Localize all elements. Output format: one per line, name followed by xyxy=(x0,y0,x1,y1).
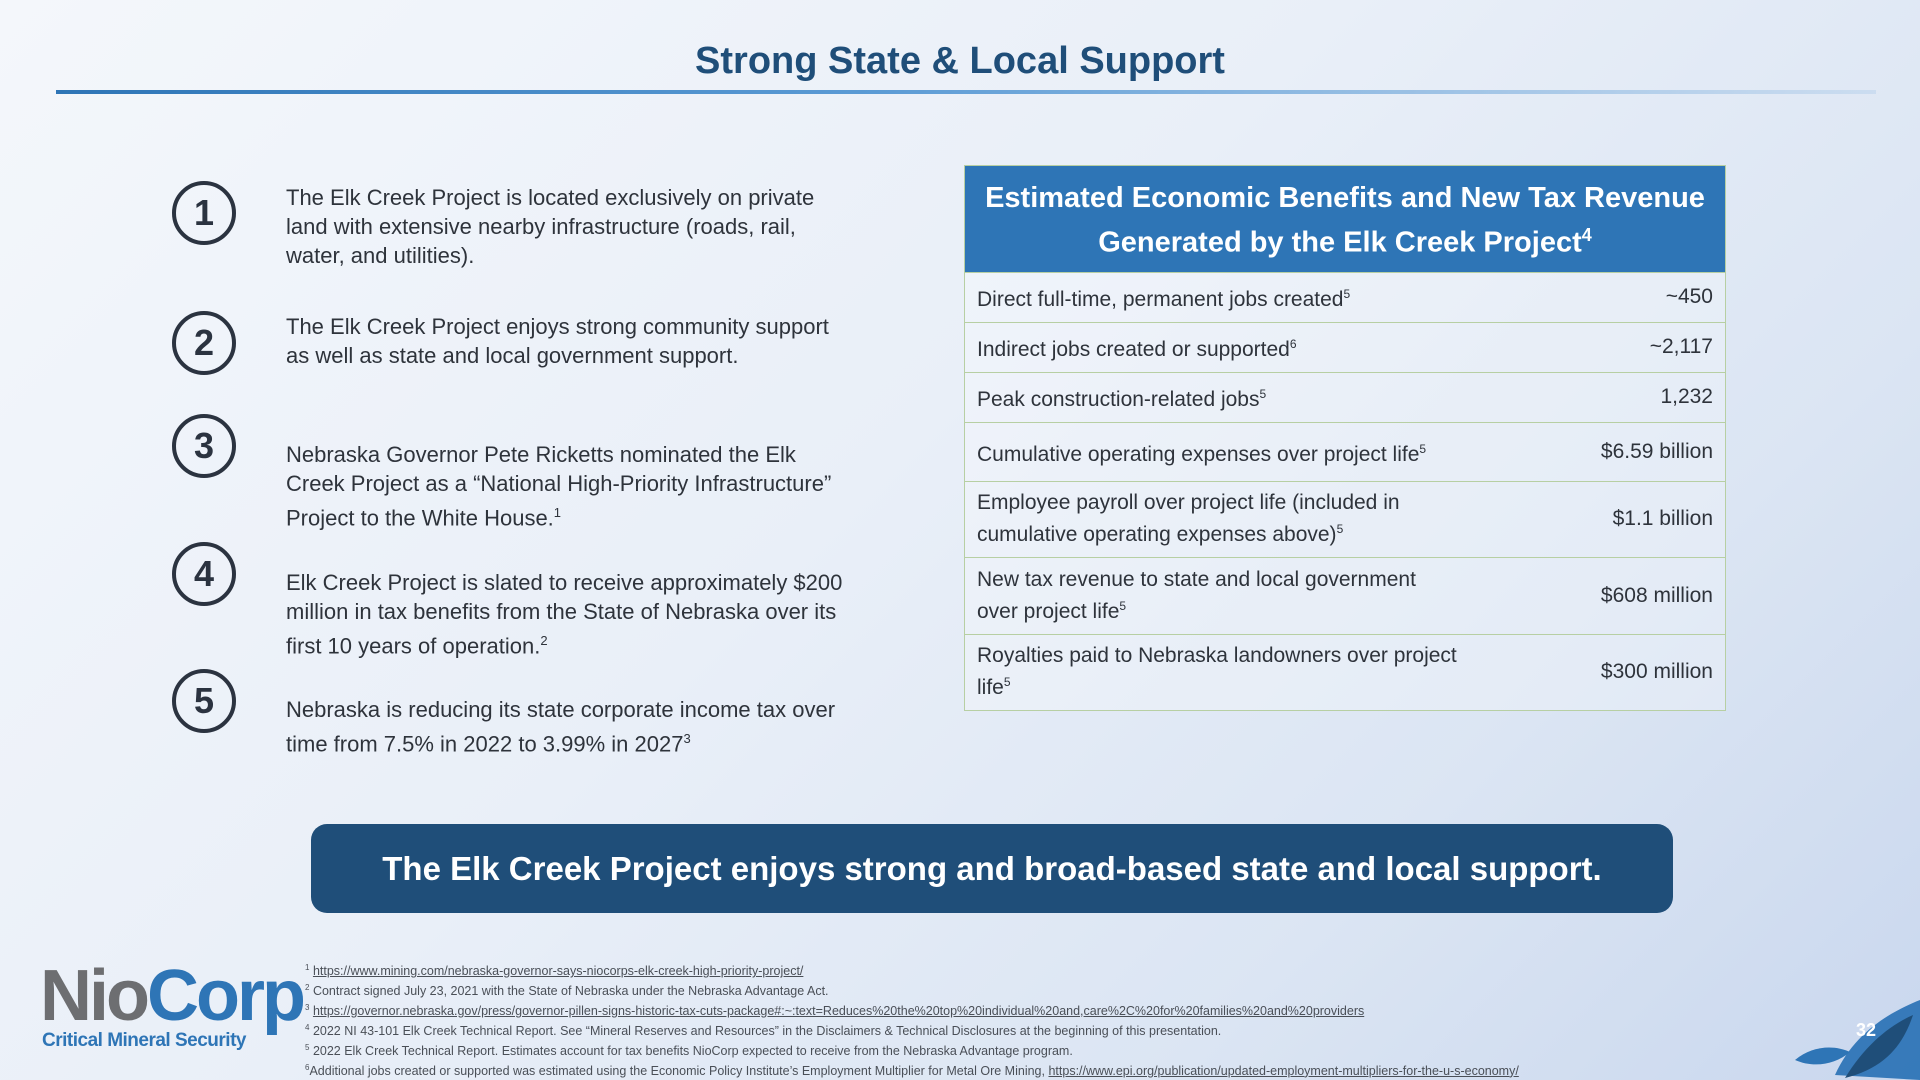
point-text-4-body: Elk Creek Project is slated to receive approximately $200 million in tax benefits from the State of Nebraska over its first 10 years of operation. xyxy=(286,570,843,659)
footnote-marker: 5 xyxy=(305,1042,310,1052)
row-value: ~2,117 xyxy=(1649,335,1713,359)
logo-wordmark xyxy=(40,955,303,1037)
table-row xyxy=(965,557,1725,634)
row-label-text: Royalties paid to Nebraska landowners over project life xyxy=(977,644,1457,700)
row-label-text: Direct full-time, permanent jobs created xyxy=(977,288,1344,312)
table-row xyxy=(965,422,1725,481)
footnote-3 xyxy=(305,1000,1705,1020)
point-number-2: 2 xyxy=(172,311,236,375)
economic-benefits-table xyxy=(964,165,1726,711)
niocorp-logo xyxy=(40,955,303,1055)
page-number: 32 xyxy=(1855,1020,1877,1040)
point-text-1-body: The Elk Creek Project is located exclusively on private land with extensive nearby infrastructure (roads, rail, water, and utilities). xyxy=(286,185,815,268)
point-text-2 xyxy=(286,312,846,370)
footnote-marker: 3 xyxy=(305,1002,310,1012)
point-text-4 xyxy=(286,568,846,660)
row-value: $300 million xyxy=(1600,660,1713,684)
row-label-text: New tax revenue to state and local government over project life xyxy=(977,567,1416,623)
table-row xyxy=(965,634,1725,710)
footnote-text: 2022 NI 43-101 Elk Creek Technical Report. See “Mineral Reserves and Resources” in the Disclaimers & Technical Disclosures at the beginning of this presentation. xyxy=(312,1024,1222,1039)
row-footnote-ref: 5 xyxy=(1343,287,1351,302)
footnote-marker: 1 xyxy=(305,963,310,972)
point-number-4: 4 xyxy=(172,542,236,606)
table-row xyxy=(965,322,1725,372)
point-5-footnote-ref: 3 xyxy=(683,731,691,746)
footnote-5 xyxy=(305,1040,1705,1060)
table-header-text: Estimated Economic Benefits and New Tax Revenue Generated by the Elk Creek Project xyxy=(985,182,1705,259)
row-label-text: Employee payroll over project life (included in cumulative operating expenses above) xyxy=(977,491,1400,547)
row-label xyxy=(977,490,1457,548)
row-value: $608 million xyxy=(1600,583,1713,607)
footnote-link[interactable]: https://www.epi.org/publication/updated-employment-multipliers-for-the-u-s-economy/ xyxy=(1048,1063,1519,1078)
row-footnote-ref: 5 xyxy=(1259,387,1267,402)
row-value: 1,232 xyxy=(1660,385,1713,409)
title-divider xyxy=(56,90,1876,94)
footnote-text: Additional jobs created or supported was estimated using the Economic Policy Institute’s Employment Multiplier for Metal Ore Mining, xyxy=(309,1063,1045,1078)
row-label xyxy=(977,436,1537,468)
table-header-footnote-ref: 4 xyxy=(1581,225,1592,245)
row-footnote-ref: 5 xyxy=(1119,598,1127,613)
table-header xyxy=(965,166,1725,272)
point-text-2-body: The Elk Creek Project enjoys strong community support as well as state and local government support. xyxy=(286,314,829,368)
footnote-text: 2022 Elk Creek Technical Report. Estimates account for tax benefits NioCorp expected to receive from the Nebraska Advantage program. xyxy=(312,1043,1073,1058)
point-text-5 xyxy=(286,695,846,758)
footnote-link[interactable]: https://www.mining.com/nebraska-governor-says-niocorps-elk-creek-high-priority-project/ xyxy=(312,964,804,979)
row-footnote-ref: 5 xyxy=(1419,441,1427,456)
row-value: $6.59 billion xyxy=(1600,439,1713,463)
row-label-text: Peak construction-related jobs xyxy=(977,388,1260,412)
point-4-footnote-ref: 2 xyxy=(540,633,548,648)
footnote-marker: 2 xyxy=(305,982,310,992)
point-3-footnote-ref: 1 xyxy=(553,505,562,520)
row-label-text: Cumulative operating expenses over project life xyxy=(977,442,1420,466)
footnote-1 xyxy=(305,960,1705,980)
row-label xyxy=(977,381,1457,413)
footnote-text: Contract signed July 23, 2021 with the State of Nebraska under the Nebraska Advantage Act. xyxy=(312,984,829,999)
footnote-marker: 4 xyxy=(305,1022,310,1032)
table-row xyxy=(965,372,1725,422)
point-number-5: 5 xyxy=(172,669,236,733)
footnote-link[interactable]: https://governor.nebraska.gov/press/governor-pillen-signs-historic-tax-cuts-package#:~:text=Reduces%20the%20top%20individual%20and,care%2C%20for%20families%20and%20providers xyxy=(312,1004,1365,1019)
point-number-3: 3 xyxy=(172,414,236,478)
footnote-2 xyxy=(305,980,1705,1000)
row-label xyxy=(977,281,1457,313)
row-value: ~450 xyxy=(1665,285,1713,309)
point-text-3-body: Nebraska Governor Pete Ricketts nominated the Elk Creek Project as a “National High-Priority Infrastructure” Project to the White House. xyxy=(286,442,832,531)
row-label-text: Indirect jobs created or supported xyxy=(977,338,1290,362)
logo-tagline: Critical Mineral Security xyxy=(42,1030,246,1051)
support-points-list xyxy=(172,160,872,760)
key-message-banner: The Elk Creek Project enjoys strong and broad-based state and local support. xyxy=(311,824,1673,913)
point-text-1 xyxy=(286,183,846,270)
logo-part-corp: Corp xyxy=(146,956,303,1036)
page-title: Strong State & Local Support xyxy=(695,40,1225,82)
point-text-3 xyxy=(286,440,846,532)
row-footnote-ref: 5 xyxy=(1336,522,1344,537)
footnotes xyxy=(305,960,1705,1080)
footnote-6 xyxy=(305,1060,1705,1080)
row-footnote-ref: 5 xyxy=(1003,675,1011,690)
table-row xyxy=(965,272,1725,322)
footnote-4 xyxy=(305,1020,1705,1040)
logo-part-nio: Nio xyxy=(40,956,147,1036)
row-label xyxy=(977,567,1457,625)
footnote-marker: 6 xyxy=(305,1062,310,1072)
point-number-1: 1 xyxy=(172,181,236,245)
row-value: $1.1 billion xyxy=(1612,507,1713,531)
row-label xyxy=(977,331,1457,363)
row-footnote-ref: 6 xyxy=(1289,337,1297,352)
point-text-5-body: Nebraska is reducing its state corporate income tax over time from 7.5% in 2022 to 3.99% in 2027 xyxy=(286,697,836,757)
table-row xyxy=(965,481,1725,557)
row-label xyxy=(977,643,1457,701)
